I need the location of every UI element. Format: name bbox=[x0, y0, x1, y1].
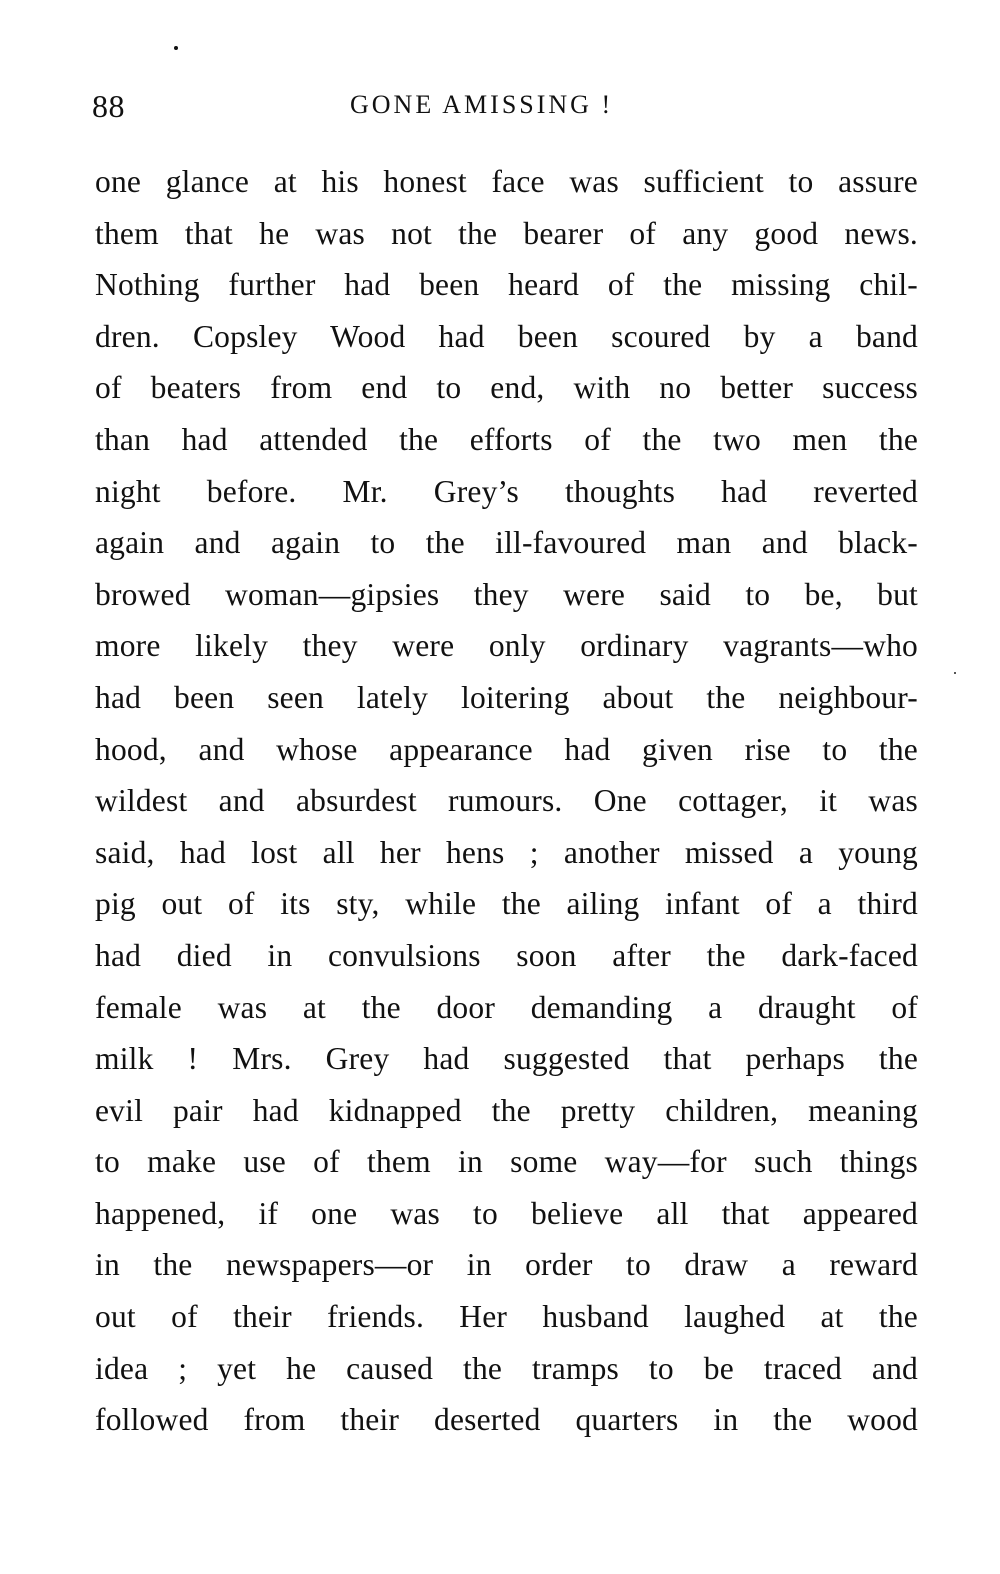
text-line: had been seen lately loitering about the neighbour- bbox=[95, 679, 918, 715]
running-title: GONE AMISSING ! bbox=[350, 90, 614, 119]
text-line: milk ! Mrs. Grey had suggested that perhaps the bbox=[95, 1041, 918, 1077]
text-line: to make use of them in some way—for such things bbox=[95, 1144, 918, 1180]
text-line: dren. Copsley Wood had been scoured by a band bbox=[95, 318, 918, 354]
text-line: again and again to the ill-favoured man and black- bbox=[95, 525, 918, 561]
text-line: wildest and absurdest rumours. One cottager, it was bbox=[95, 783, 918, 819]
ink-speck bbox=[954, 672, 956, 674]
page-header bbox=[92, 88, 918, 128]
text-line: pig out of its sty, while the ailing infant of a third bbox=[95, 886, 918, 922]
text-line: evil pair had kidnapped the pretty children, meaning bbox=[95, 1092, 918, 1128]
text-line: had died in convulsions soon after the dark-faced bbox=[95, 937, 918, 973]
text-line: in the newspapers—or in order to draw a reward bbox=[95, 1247, 918, 1283]
body-text bbox=[95, 156, 918, 1446]
text-line: them that he was not the bearer of any good news. bbox=[95, 215, 918, 251]
text-line: hood, and whose appearance had given rise to the bbox=[95, 731, 918, 767]
text-line: more likely they were only ordinary vagrants—who bbox=[95, 628, 918, 664]
text-line: out of their friends. Her husband laughed at the bbox=[95, 1299, 918, 1335]
text-line: one glance at his honest face was sufficient to assure bbox=[95, 164, 918, 199]
ink-speck bbox=[174, 46, 178, 50]
text-line: female was at the door demanding a draught of bbox=[95, 989, 918, 1025]
text-line: of beaters from end to end, with no better success bbox=[95, 370, 918, 406]
text-line: said, had lost all her hens ; another missed a young bbox=[95, 834, 918, 870]
text-line: happened, if one was to believe all that appeared bbox=[95, 1195, 918, 1231]
page-number: 88 bbox=[92, 88, 125, 124]
text-line: idea ; yet he caused the tramps to be traced and bbox=[95, 1350, 918, 1386]
text-line: browed woman—gipsies they were said to be, but bbox=[95, 576, 918, 612]
text-line: Nothing further had been heard of the missing chil- bbox=[95, 267, 918, 303]
text-line: night before. Mr. Grey’s thoughts had reverted bbox=[95, 473, 918, 509]
text-line: than had attended the efforts of the two men the bbox=[95, 421, 918, 457]
text-line: followed from their deserted quarters in the wood bbox=[95, 1402, 918, 1438]
